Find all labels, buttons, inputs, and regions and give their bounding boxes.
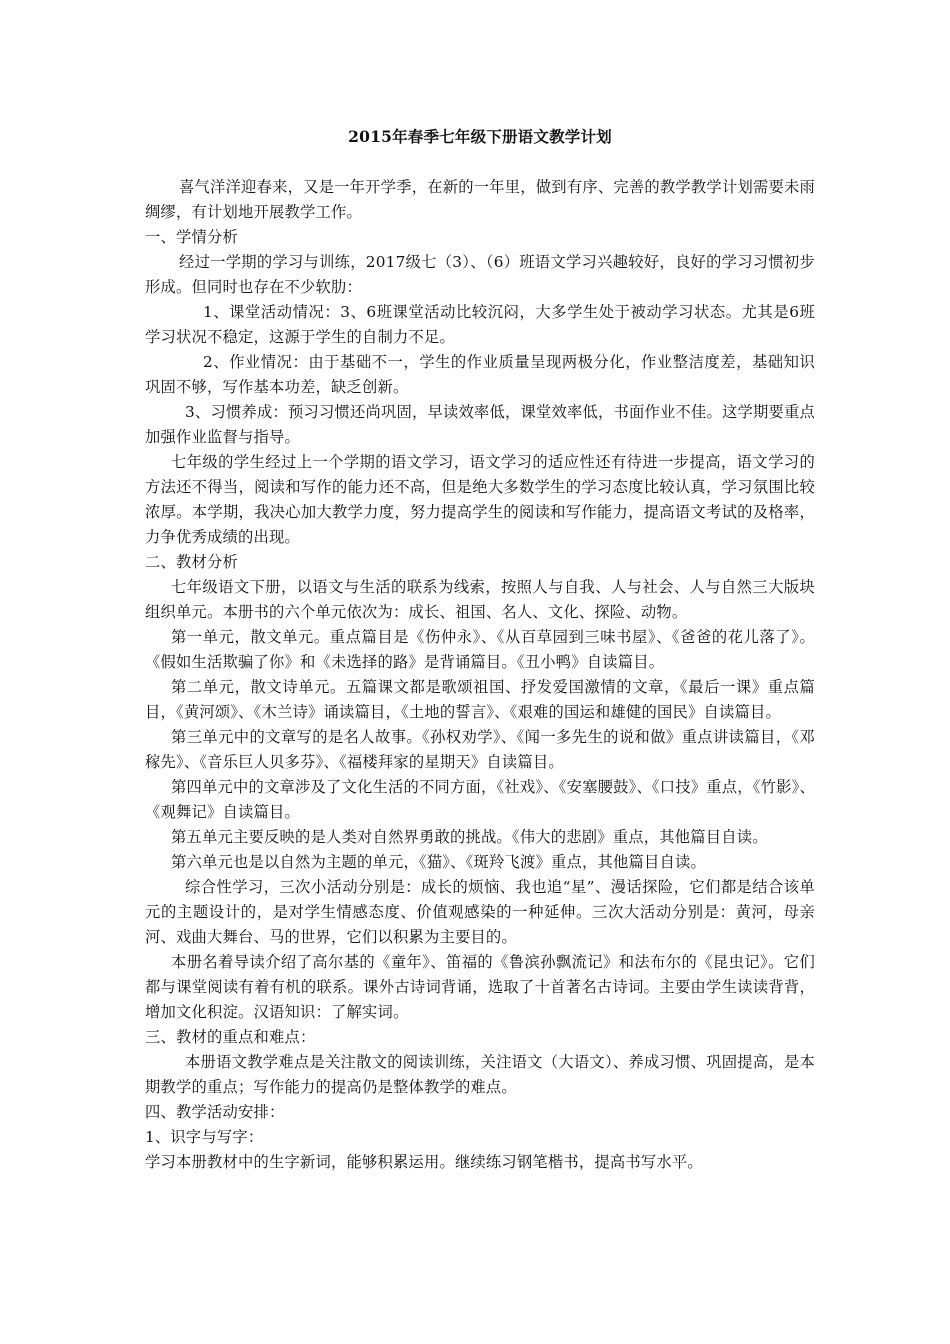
paragraph: 第三单元中的文章写的是名人故事。《孙权劝学》、《闻一多先生的说和做》重点讲读篇目，《邓稼先》、《音乐巨人贝多芬》、《福楼拜家的星期天》自读篇目。 bbox=[145, 728, 815, 771]
paragraph: 本册名着导读介绍了高尔基的《童年》、笛福的《鲁滨孙飘流记》和法布尔的《昆虫记》。它们都与课堂阅读有着有机的联系。课外古诗词背诵，选取了十首著名古诗词。主要由学生读读背背，增加文化积淀。汉语知识：了解实词。 bbox=[145, 953, 815, 1021]
section-heading-learning-analysis: 一、学情分析 bbox=[145, 228, 238, 246]
paragraph: 第五单元主要反映的是人类对自然界勇敢的挑战。《伟大的悲剧》重点，其他篇目自读。 bbox=[171, 828, 768, 846]
paragraph: 七年级语文下册，以语文与生活的联系为线索，按照人与自我、人与社会、人与自然三大版块组织单元。本册书的六个单元依次为：成长、祖国、名人、文化、探险、动物。 bbox=[145, 578, 815, 621]
paragraph: 七年级的学生经过上一个学期的语文学习，语文学习的适应性还有待进一步提高，语文学习的方法还不得当，阅读和写作的能力还不高，但是绝大多数学生的学习态度比较认真，学习氛围比较浓厚。本学期，我决心加大教学力度，努力提高学生的阅读和写作能力，提高语文考试的及格率，力争优秀成绩的出现。 bbox=[145, 453, 815, 546]
paragraph: 综合性学习，三次小活动分别是：成长的烦恼、我也追“星”、漫话探险，它们都是结合该单元的主题设计的，是对学生情感态度、价值观感染的一种延伸。三次大活动分别是：黄河，母亲河、戏曲大舞台、马的世界，它们以积累为主要目的。 bbox=[145, 878, 815, 946]
paragraph: 学习本册教材中的生字新词，能够积累运用。继续练习钢笔楷书，提高书写水平。 bbox=[145, 1153, 703, 1171]
section-heading-activities: 四、教学活动安排： bbox=[145, 1103, 285, 1121]
paragraph: 第二单元，散文诗单元。五篇课文都是歌颂祖国、抒发爱国激情的文章，《最后一课》重点篇目，《黄河颂》、《木兰诗》诵读篇目，《土地的誓言》、《艰难的国运和雄健的国民》自读篇目。 bbox=[145, 678, 815, 721]
paragraph: 第一单元，散文单元。重点篇目是《伤仲永》、《从百草园到三味书屋》、《爸爸的花儿落了》。《假如生活欺骗了你》和《未选择的路》是背诵篇目。《丑小鸭》自读篇目。 bbox=[145, 628, 815, 671]
paragraph: 1、课堂活动情况：3、6班课堂活动比较沉闷，大多学生处于被动学习状态。尤其是6班学习状况不稳定，这源于学生的自制力不足。 bbox=[145, 303, 815, 346]
section-heading-textbook-analysis: 二、教材分析 bbox=[145, 553, 238, 571]
paragraph: 3、习惯养成：预习习惯还尚巩固，早读效率低，课堂效率低，书面作业不佳。这学期要重点加强作业监督与指导。 bbox=[145, 403, 815, 446]
document-page bbox=[145, 124, 815, 1175]
document-title: 2015年春季七年级下册语文教学计划 bbox=[348, 127, 612, 146]
intro-paragraph: 喜气洋洋迎春来，又是一年开学季，在新的一年里，做到有序、完善的教学教学计划需要未雨绸缪，有计划地开展教学工作。 bbox=[145, 178, 815, 221]
paragraph: 第四单元中的文章涉及了文化生活的不同方面，《社戏》、《安塞腰鼓》、《口技》重点，《竹影》、《观舞记》自读篇目。 bbox=[145, 778, 815, 821]
paragraph: 本册语文教学难点是关注散文的阅读训练，关注语文（大语文）、养成习惯、巩固提高，是本期教学的重点；写作能力的提高仍是整体教学的难点。 bbox=[145, 1053, 815, 1096]
paragraph: 第六单元也是以自然为主题的单元，《猫》、《斑羚飞渡》重点，其他篇目自读。 bbox=[171, 853, 706, 871]
section-heading-key-points: 三、教材的重点和难点： bbox=[145, 1028, 316, 1046]
paragraph: 经过一学期的学习与训练，2017级七（3）、（6）班语文学习兴趣较好，良好的学习习惯初步形成。但同时也存在不少软肋： bbox=[145, 253, 815, 296]
subheading-literacy-writing: 1、识字与写字： bbox=[145, 1128, 264, 1146]
paragraph: 2、作业情况：由于基础不一，学生的作业质量呈现两极分化，作业整洁度差，基础知识巩固不够，写作基本功差，缺乏创新。 bbox=[145, 353, 815, 396]
